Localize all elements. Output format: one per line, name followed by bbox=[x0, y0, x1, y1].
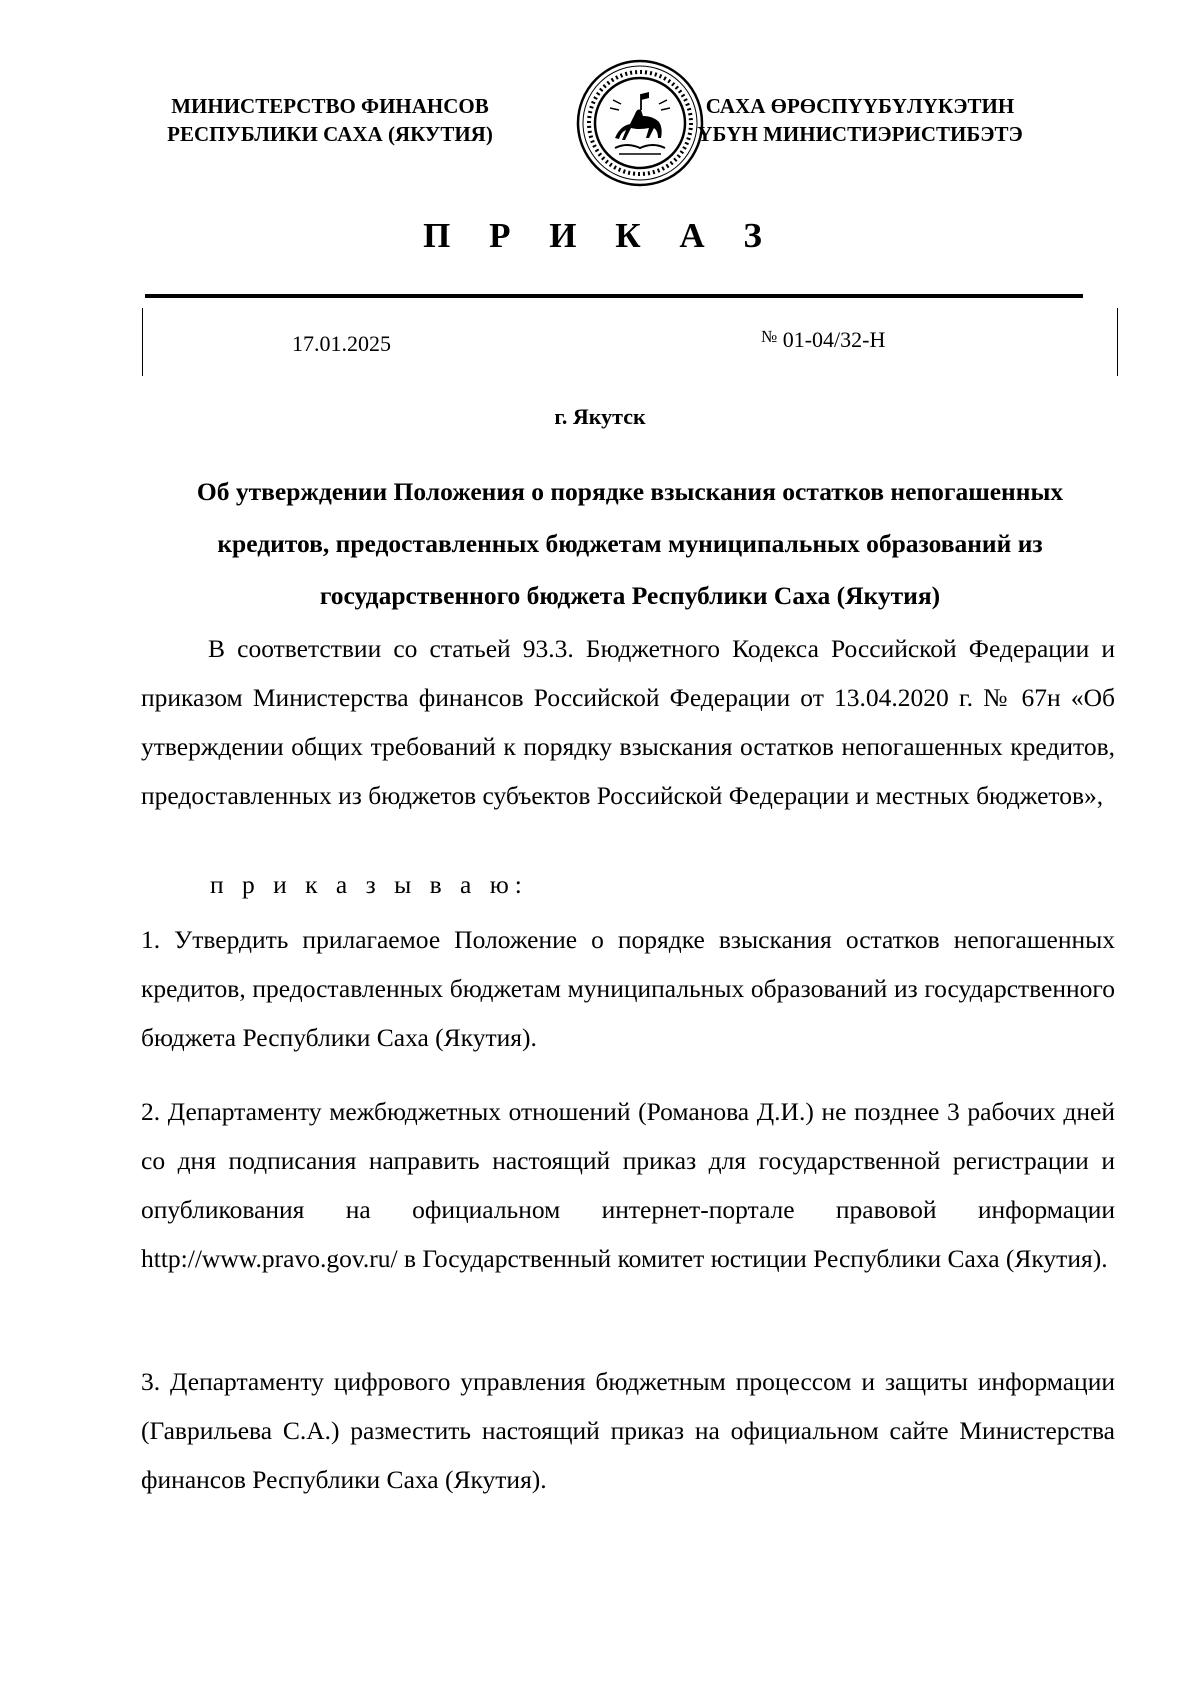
document-date: 17.01.2025 bbox=[292, 331, 391, 356]
ministry-name-ru-line1: МИНИСТЕРСТВО ФИНАНСОВ bbox=[171, 94, 489, 118]
document-subject: Об утверждении Положения о порядке взыскания остатков непогашенных кредитов, предоставленных бюджетам муниципальных образований из государственного бюджета Республики Саха (Якутия) bbox=[196, 477, 1064, 610]
header-rule bbox=[145, 294, 1083, 298]
document-title: П Р И К А З bbox=[423, 216, 777, 255]
ministry-name-sakha-line2: ҮБҮН МИНИСТИЭРИСТИБЭТЭ bbox=[697, 122, 1023, 146]
order-item-3: 3. Департаменту цифрового управления бюджетным процессом и защиты информации (Гаврильева С.А.) разместить настоящий приказ на официальном сайте Министерства финансов Республики Саха (Якутия). bbox=[141, 1367, 1115, 1494]
order-word: п р и к а з ы в а ю: bbox=[210, 870, 528, 899]
document-number-value: 01-04/32-Н bbox=[782, 327, 886, 352]
order-item-1: 1. Утвердить прилагаемое Положение о порядке взыскания остатков непогашенных кредитов, предоставленных бюджетам муниципальных образований из государственного бюджета Республики Саха (Якутия). bbox=[141, 925, 1115, 1052]
ministry-name-sakha-line1: САХА ӨРӨСПҮҮБҮЛҮКЭТИН bbox=[705, 94, 1015, 118]
order-item-2: 2. Департаменту межбюджетных отношений (Романова Д.И.) не позднее 3 рабочих дней со дня подписания направить настоящий приказ для государственной регистрации и опубликования на официальном интернет-портале правовой информации http://www.pravo.gov.ru/ в Государственный комитет юстиции Республики Саха (Якутия). bbox=[141, 1097, 1115, 1273]
number-sign: № bbox=[761, 327, 778, 346]
ministry-name-sakha bbox=[680, 92, 1040, 148]
ministry-name-ru bbox=[150, 92, 510, 148]
left-bracket bbox=[142, 308, 143, 376]
document-number bbox=[761, 327, 885, 353]
right-bracket bbox=[1117, 308, 1118, 376]
preamble-paragraph: В соответствии со статьей 93.3. Бюджетного Кодекса Российской Федерации и приказом Министерства финансов Российской Федерации от 13.04.2020 г. № 67н «Об утверждении общих требований к порядку взыскания остатков непогашенных кредитов, предоставленных из бюджетов субъектов Российской Федерации и местных бюджетов», bbox=[141, 634, 1115, 810]
city: г. Якутск bbox=[554, 404, 646, 429]
ministry-name-ru-line2: РЕСПУБЛИКИ САХА (ЯКУТИЯ) bbox=[167, 122, 493, 146]
